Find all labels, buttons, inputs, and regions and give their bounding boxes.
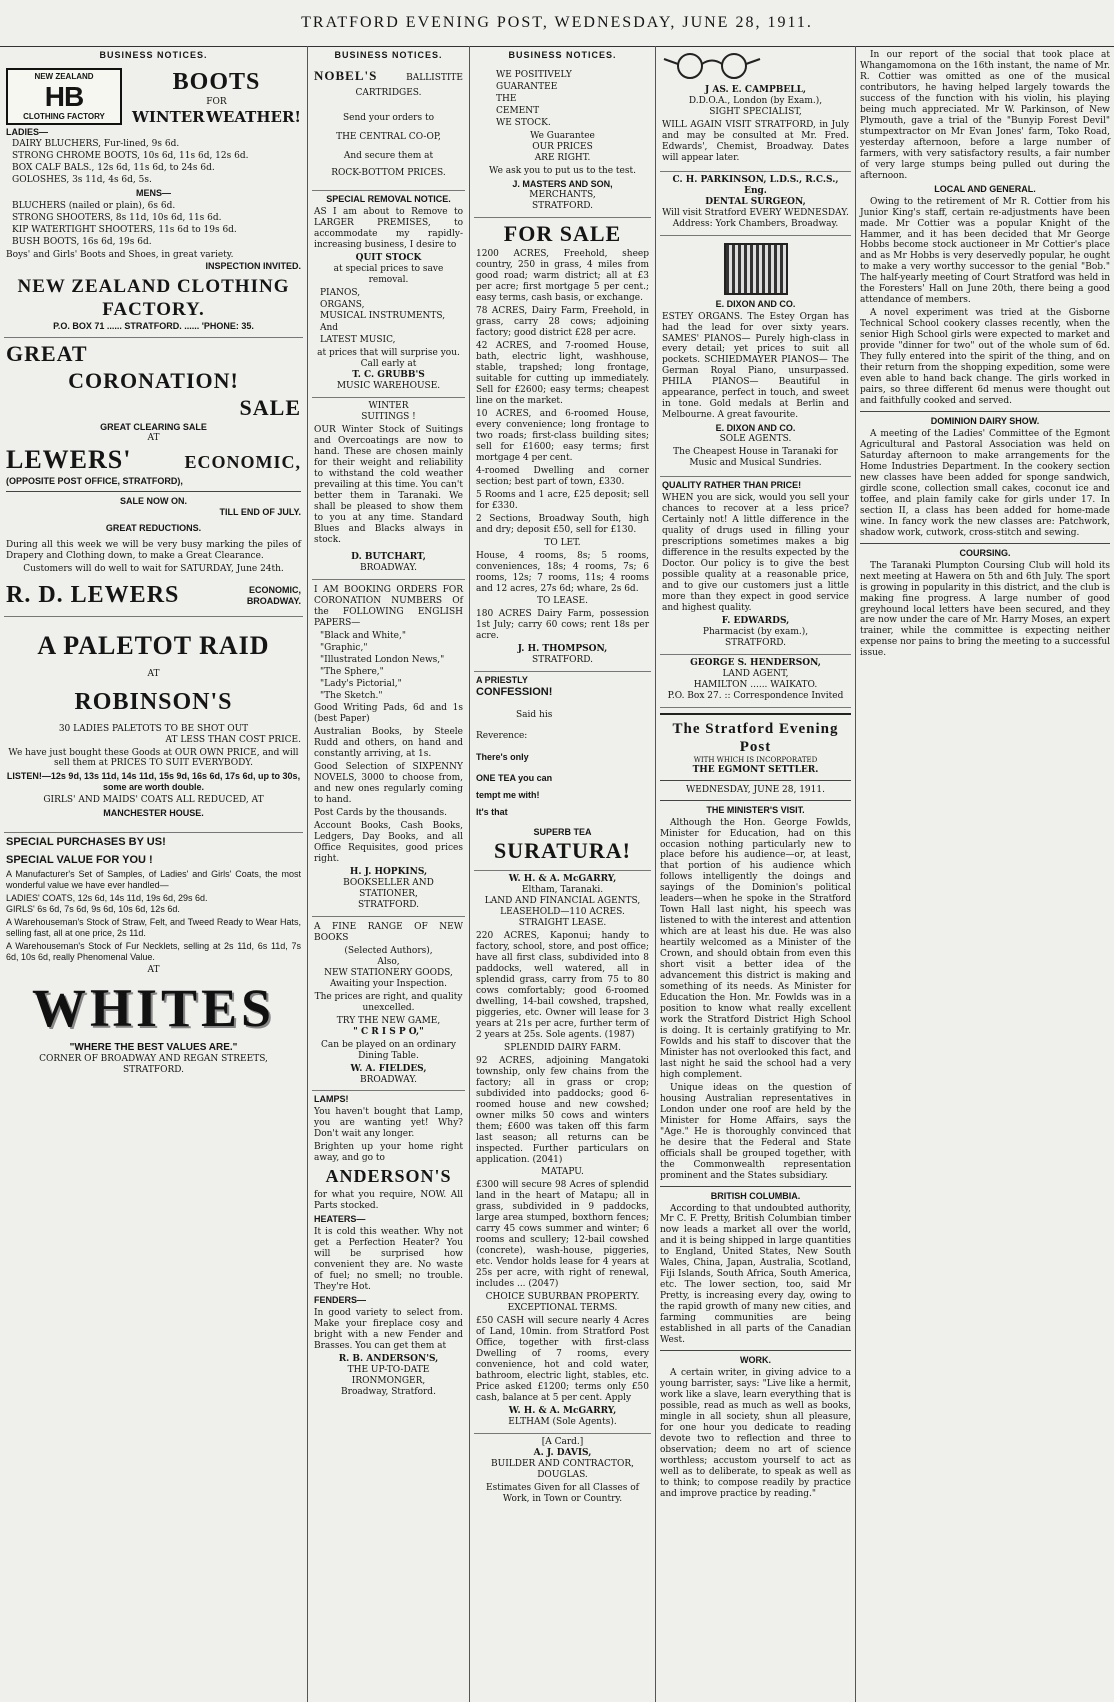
- parkinson-ad: C. H. PARKINSON, L.D.S., R.C.S., Eng. DENTAL SURGEON, Will visit Stratford EVERY WEDNESDAY. Address: York Chambers, Broadway.: [660, 172, 851, 236]
- whites-ad: SPECIAL PURCHASES BY US! SPECIAL VALUE FOR YOU ! A Manufacturer's Set of Samples, of Ladies' and Girls' Coats, the most wonderful value we have ever handled— LADIES' COATS, 12s 6d, 14s 11d, 19s 6d, 29s 6d. GIRLS' 6s 6d, 7s 6d, 9s 6d, 10s 6d, 12s 6d. A Warehouseman's Stock of Straw, Felt, and Tweed Ready to Wear Hats, selling fast, all at one price, 2s 11d. A Warehouseman's Stock of Fur Necklets, selling at 2s 11d, 6s 11d, 7s 6d, 10s 6d, really Phenomenal Value. AT WHITES "WHERE THE BEST VALUES ARE." CORNER OF BROADWAY AND REGAN STREETS, STRATFORD.: [6, 836, 301, 1075]
- listing: 42 ACRES, and 7-roomed House, bath, electric light, washhouse, stable, trapshed; long frontage, suitable for cutting up immediately. Sell for £2600; easy terms; cheapest line on the market.: [476, 341, 649, 407]
- article-heading: DOMINION DAIRY SHOW.: [930, 416, 1040, 426]
- grubb-ad: SPECIAL REMOVAL NOTICE. AS I am about to Remove to LARGER PREMISES, to accommodate my rapidly-increasing business, I desire to QUIT STOCK at special prices to save removal. PIANOS, ORGANS, MUSICAL INSTRUMENTS, And LATEST MUSIC, at prices that will surprise you. Call early at T. C. GRUBB'S MUSIC WAREHOUSE.: [312, 191, 465, 398]
- fields-ad: A FINE RANGE OF NEW BOOKS (Selected Authors), Also, NEW STATIONERY GOODS, Awaiting your Inspection. The prices are right, and quality unexcelled. TRY THE NEW GAME, " C R I S P O," Can be played on an ordinary Dining Table. W. A. FIELDES, BROADWAY.: [312, 917, 465, 1092]
- news-paragraph: Owing to the retirement of Mr R. Cottier from his Junior King's staff, certain re-adjustments have been made. Mr Cottier was a popular Knight of the Hammer, and it has been decided that Mr George Hobbs become stock auctioneer in Mr Cottier's place and as Mr Hobbs is very deservedly popular, he ought to make a very worthy successor to the genial "Bob." The half-yearly meeting of Court Stratford was held in the Foresters' Hall on June 20th, there being a good attendance of members.: [860, 196, 1110, 306]
- spectacles-icon: [662, 51, 762, 81]
- listing: 1200 ACRES, Freehold, sheep country, 250 in grass, 4 miles from good road; warm district; all at £3 per acre; first mortgage 5 per cent.; easy terms, cash basis, or exchange.: [476, 249, 649, 304]
- news-paragraph: A novel experiment was tried at the Gisborne Technical School cookery classes recently, when the senior High School girls were expected to market and provide "dinner for two" out of the whole sum of 6d. They fully entered into the spirit of the thing, and on their return from the shopping expedition, some were even able to hand back change. The girls worked in pairs, so three different 6d menus were thought out and faithfully cooked and served.: [860, 308, 1110, 407]
- rd-lewers: R. D. LEWERS: [6, 582, 180, 609]
- listing: 4-roomed Dwelling and corner section; best part of town, £330.: [476, 465, 649, 487]
- anderson-ad: LAMPS! You haven't bought that Lamp, you are wanting yet! Why? Don't wait any longer. Brighten up your home right away, and go to ANDERSON'S for what you require, NOW. All Parts stocked. HEATERS— It is cold this weather. Why not get a Perfection Heater? You will be surprised how convenient they are. No waste of fuel; no smell; no trouble. They're Hot. FENDERS— In good variety to select from. Make your fireplace cosy and bright with a new Fender and Brasses. You can get them at R. B. ANDERSON'S, THE UP-TO-DATE IRONMONGER, Broadway, Stratford.: [314, 1094, 463, 1397]
- mens-item: KIP WATERTIGHT SHOOTERS, 11s 6d to 19s 6d.: [12, 225, 237, 236]
- column-4: J AS. E. CAMPBELL, D.D.O.A., London (by Exam.), SIGHT SPECIALIST, WILL AGAIN VISIT STRATFORD, in July and may be consulted at Mr. Fred. Edwards', Chemist, Broadway. Dates will appear later. C. H. PARKINSON, L.D.S., R.C.S., Eng. DENTAL SURGEON, Will visit Stratford EVERY WEDNESDAY. Address: York Chambers, Broadway. E. DIXON AND CO. ESTEY ORGANS. The Estey Organ has had the lead for over sixty years. SAMES' PIANOS— Purely high-class in every detail; yet prices to suit all pockets. SCHIEDMAYER PIANOS— The German Royal Piano, unsurpassed. PHILA PIANOS— Beautiful in appearance, perfect in touch, and sweet in tone. Gold medals at Berlin and Melbourne. A great favourite. E. DIXON AND CO. SOLE AGENTS. The Cheapest House in Taranaki for Music and Musical Sundries. QUALITY RATHER THAN PRICE! WHEN you are sick, would you sell your chances to recover at a less price? Certainly not! A little difference in the quality of drugs used in filling your prescriptions sometimes makes a big difference in the results expected by the Doctor. Our policy is to give the best possible quality at a reasonable price, and to give our customers just a little more than they expect in good service and highest quality. F. EDWARDS, Pharmacist (by exam.), STRATFORD. GEORGE S. HENDERSON, LAND AGENT, HAMILTON ...... WAIKATO. P.O. Box 27. :: Correspondence Invited The Stratford Evening Post WITH WHICH IS INCORPORATED THE EGMONT SETTLER. WEDNESDAY, JUNE 28, 1911. THE MINISTER'S VISIT. Although the Hon. George Fowlds, Minister for Education, had on this occasion nothing particularly new to place before his audience—or, at least, that portion of his audience which follows intelligently the doings and sayings of the Dominion's political leaders—when he spoke in the Stratford Town Hall last night, his speech was listened to with the interest and attention which are at least his due. He was also heartily welcomed as a Minister of the Crown, and should obtain from even this short visit a better idea of the advancement this district is making and something of its needs. As Minister for Education the Hon. Mr. Fowlds was in a position to know what really excellent work the Stratford District High School is doing. It is certainly gratifying to Mr. Fowlds and his staff to discover that the Minister has not overlooked this fact, and last night he said the school had a very high complement. Unique ideas on the question of housing Australian representatives in London under one roof are held by the Minister for Home Affairs, says the "Age." He is thoroughly convinced that he desire that the Federal and State officials shall be grouped together, with the Commonwealth representation prominent and the States subsidiary. BRITISH COLUMBIA. According to that undoubted authority, Mr C. F. Pretty, British Columbian timber now leads a market all over the world, and it is being shipped in large quantities to England, United States, New South Wales, China, Japan, Australia, Scotland, Fiji Islands, South Africa, South America, etc. The lower section, too, said Mr Pretty, is increasing every day, owing to the rapid growth of many new cities, and farming communities are being established in all parts of the Canadian West. WORK. A certain writer, in giving advice to a young barrister, says: "Live like a hermit, work like a slave, learn everything that is possible, read as much as well as books, mingle in all society, shun all pleasure, for one hour you dedicate to reading devote two to reflection and three to observation; deem no art of science worthless; accustom yourself to act as well as to deliberate, to speak as well as to think; to compose readily by practice and improve practice by reading.": [656, 46, 856, 1702]
- robinson-name: ROBINSON'S: [74, 689, 233, 716]
- hb-logo: NEW ZEALAND HB CLOTHING FACTORY: [6, 68, 122, 126]
- anderson-name: ANDERSON'S: [325, 1166, 452, 1187]
- ladies-item: GOLOSHES, 3s 11d, 4s 6d, 5s.: [12, 175, 152, 186]
- mens-item: BLUCHERS (nailed or plain), 6s 6d.: [12, 201, 176, 212]
- ladies-item: DAIRY BLUCHERS, Fur-lined, 9s 6d.: [12, 139, 180, 150]
- masters-ad: WE POSITIVELY GUARANTEE THE CEMENT WE STOCK. We Guarantee OUR PRICES ARE RIGHT. We ask you to put us to the test. J. MASTERS AND SON, MERCHANTS, STRATFORD.: [474, 65, 651, 218]
- nz-clothing-ad: NEW ZEALAND HB CLOTHING FACTORY BOOTS FOR WINTER WEATHER! LADIES— DAIRY BLUCHERS, Fur-lined, 9s 6d. STRONG CHROME BOOTS, 10s 6d, 11s 6d, 12s 6d. BOX CALF BALS., 12s 6d, 11s 6d, to 24s 6d. GOLOSHES, 3s 11d, 4s 6d, 5s. MENS— BLUCHERS (nailed or plain), 6s 6d. STRONG SHOOTERS, 8s 11d, 10s 6d, 11s 6d. KIP WATERTIGHT SHOOTERS, 11s 6d to 19s 6d. BUSH BOOTS, 16s 6d, 19s 6d. Boys' and Girls' Boots and Shoes, in great variety. INSPECTION INVITED. NEW ZEALAND CLOTHING FACTORY. P.O. BOX 71 ...... STRATFORD. ...... 'PHONE: 35.: [4, 65, 303, 338]
- listing: 78 ACRES, Dairy Farm, Freehold, in grass, carry 28 cows; adjoining factory; good district £28 per acre.: [476, 306, 649, 339]
- hopkins-ad: I AM BOOKING ORDERS FOR CORONATION NUMBERS Of the FOLLOWING ENGLISH PAPERS— "Black and White," "Graphic," "Illustrated London News," "The Sphere," "Lady's Pictorial," "The Sketch." Good Writing Pads, 6d and 1s (best Paper) Australian Books, by Steele Rudd and others, on hand and constantly arriving, at 1s. Good Selection of SIXPENNY NOVELS, 3000 to choose from, and new ones regularly coming to hand. Post Cards by the thousands. Account Books, Cash Books, Ledgers, Day Books, and all Office Requisites, good prices right. H. J. HOPKINS, BOOKSELLER AND STATIONER, STRATFORD.: [312, 580, 465, 917]
- butchart-ad: WINTER SUITINGS ! OUR Winter Stock of Suitings and Overcoatings are now to hand. These are chosen mainly for their weight and reliability to withstand the cold weather prevailing at this time. You can't better them in Taranaki. We shall be pleased to show them to you at any time. Standard Blues and Blacks always in stock. D. BUTCHART, BROADWAY.: [312, 398, 465, 580]
- boots-heading: BOOTS: [172, 68, 261, 95]
- page-header: [0, 0, 1114, 47]
- lewers-name: LEWERS': [6, 444, 132, 474]
- nobel-ad: NOBEL'S BALLISTITE CARTRIDGES. Send your orders to THE CENTRAL CO-OP, And secure them at ROCK-BOTTOM PRICES.: [312, 65, 465, 191]
- ladies-item: STRONG CHROME BOOTS, 10s 6d, 11s 6d, 12s 6d.: [12, 151, 249, 162]
- listing: 10 ACRES, and 6-roomed House, every convenience; long frontage to two roads; first-class building sites; sell for £1600; easy terms; first mortgage 4 per cent.: [476, 408, 649, 463]
- article-heading: BRITISH COLUMBIA.: [710, 1190, 801, 1201]
- mens-item: BUSH BOOTS, 16s 6d, 19s 6d.: [12, 237, 152, 248]
- edwards-ad: QUALITY RATHER THAN PRICE! WHEN you are sick, would you sell your chances to recover at a less price? Certainly not! A little difference in the quality of drugs used in filling your prescriptions sometimes makes a big difference in the results expected by the Doctor. Our policy is to give the best possible quality at a reasonable price, and to give our customers just a little more than they expect in good service and highest quality. F. EDWARDS, Pharmacist (by exam.), STRATFORD.: [660, 477, 851, 655]
- page-title: TRATFORD EVENING POST, WEDNESDAY, JUNE 28, 1911.: [301, 14, 813, 31]
- news-paragraph: In our report of the social that took place at Whangamomona on the 16th instant, the name of Mr. R. Cottier was omitted as one of the musical contributors, he having helped largely towards the success of the function with his violin, his playing being much appreciated. Mr W. Parkinson, of New Plymouth, gave a trial of the "Bunyip Forest Devil" stumpextractor on Mr Evan Jones' farm, Toko Road, yesterday afternoon, before a large number of farmers, with very satisfactory results, a fair number of very large stumps being pulled out during the afternoon.: [860, 50, 1110, 181]
- column-5: [856, 46, 1114, 1702]
- column-1: [0, 46, 308, 1702]
- mcgarry-ad: W. H. & A. McGARRY, Eltham, Taranaki. LAND AND FINANCIAL AGENTS, LEASEHOLD—110 ACRES. STRAIGHT LEASE. 220 ACRES, Kaponui; handy to factory, school, store, and post office; have all first class, subdivided into 8 paddocks, well watered, all in splendid grass, carry from 75 to 80 cows comfortably; good 6-roomed dwelling, 14-bail cowshed, trapshed, piggeries, etc. Owner will lease for 3 years at 21s per acre, further term of 2 years at 25s. Sole agents. (1987) SPLENDID DAIRY FARM. 92 ACRES, adjoining Mangatoki township, only few chains from the factory; all in grass or crop; subdivided into paddocks; good 6-roomed house and new cowshed; owner milks 50 cows and winters them; £600 was taken off this farm last season; all returns can be inspected. Further particulars on application. (2041) MATAPU. £300 will secure 98 Acres of splendid land in the heart of Matapu; all in grass, subdivided in 9 paddocks, large area stumped, boxthorn fences; carry 45 cows summer and winter; 6 rooms and scullery; 12-bail cowshed (concrete), wash-house, piggeries, etc. Vendor holds lease for 4 years at 25s per acre, with right of renewal, includes ... (2047) CHOICE SUBURBAN PROPERTY. EXCEPTIONAL TERMS. £50 CASH will secure nearly 4 Acres of Land, 10min. from Stratford Post Office, together with first-class Dwelling of 7 rooms, every convenience, hot and cold water, bathroom, electric light, stables, etc. Price asked £1200; terms only £50 cash, balance at 5 per cent. Apply W. H. & A. McGARRY, ELTHAM (Sole Agents).: [474, 871, 651, 1433]
- paper-masthead: The Stratford Evening Post: [672, 720, 839, 755]
- suratura-ad: A PRIESTLY CONFESSION! Said his Reverence: There's only ONE TEA you can tempt me with! It's that SUPERB TEA SURATURA!: [474, 672, 651, 871]
- lewers-ad: GREAT CORONATION! SALE GREAT CLEARING SALE AT LEWERS' ECONOMIC, (OPPOSITE POST OFFICE, STRATFORD), SALE NOW ON. TILL END OF JULY. GREAT REDUCTIONS. During all this week we will be very busy marking the piles of Drapery and Clothing down, to make a Great Clearance. Customers will do well to wait for SATURDAY, June 24th. R. D. LEWERS ECONOMIC, BROADWAY.: [4, 338, 303, 616]
- column-3: [470, 46, 656, 1702]
- dixon-ad: E. DIXON AND CO. ESTEY ORGANS. The Estey Organ has had the lead for over sixty years. SAMES' PIANOS— Purely high-class in every detail; yet prices to suit all pockets. SCHIEDMAYER PIANOS— The German Royal Piano, unsurpassed. PHILA PIANOS— Beautiful in appearance, perfect in touch, and sweet in tone. Gold medals at Berlin and Melbourne. A great favourite. E. DIXON AND CO. SOLE AGENTS. The Cheapest House in Taranaki for Music and Musical Sundries.: [660, 236, 851, 478]
- robinson-ad: A PALETOT RAID AT ROBINSON'S 30 LADIES PALETOTS TO BE SHOT OUT AT LESS THAN COST PRICE. We have just bought these Goods at OUR OWN PRICE, and will sell them at PRICES TO SUIT EVERYBODY. LISTEN!—12s 9d, 13s 11d, 14s 11d, 15s 9d, 16s 6d, 17s 6d, up to 30s, some are worth double. GIRLS' AND MAIDS' COATS ALL REDUCED, AT MANCHESTER HOUSE.: [4, 617, 303, 834]
- paper-date: WEDNESDAY, JUNE 28, 1911.: [686, 784, 825, 795]
- section-heading: BUSINESS NOTICES.: [508, 50, 617, 60]
- article-heading: COURSING.: [959, 547, 1011, 558]
- listing: 2 Sections, Broadway South, high and dry; deposit £50, sell for £130.: [476, 513, 649, 535]
- column-2: [308, 46, 470, 1702]
- organ-illustration: [724, 243, 788, 295]
- davis-ad: [A Card.] A. J. DAVIS, BUILDER AND CONTRACTOR, DOUGLAS. Estimates Given for all Classes of Work, in Town or Country.: [486, 1436, 639, 1504]
- section-heading: BUSINESS NOTICES.: [334, 50, 443, 60]
- for-sale-ad: FOR SALE 1200 ACRES, Freehold, sheep country, 250 in grass, 4 miles from good road; warm district; all at £3 per acre; first mortgage 5 per cent.; easy terms, cash basis, or exchange. 78 ACRES, Dairy Farm, Freehold, in grass, carry 28 cows; adjoining factory; good district £28 per acre. 42 ACRES, and 7-roomed House, bath, electric light, washhouse, stable, trapshed; long frontage, suitable for cutting up immediately. Sell for £2600; easy terms; cheapest line on the market. 10 ACRES, and 6-roomed House, every convenience; long frontage to two roads; first-class building sites; sell for £1600; easy terms; first mortgage 4 per cent. 4-roomed Dwelling and corner section; best part of town, £330. 5 Rooms and 1 acre, £25 deposit; sell for £330. 2 Sections, Broadway South, high and dry; deposit £50, sell for £130. TO LET. House, 4 rooms, 8s; 5 rooms, conveniences, 18s; 4 rooms, 7s; 6 rooms, 12s; 7 rooms, 11s; 4 rooms and 12 acres, 27s 6d; whare, 2s 6d. TO LEASE. 180 ACRES Dairy Farm, possession 1st July; carry 60 cows; rent 18s per acre. J. H. THOMPSON, STRATFORD.: [474, 218, 651, 673]
- section-heading: BUSINESS NOTICES.: [99, 50, 208, 60]
- news-paragraph: The Taranaki Plumpton Coursing Club will hold its next meeting at Hawera on 5th and 6th July. The sport is growing in popularity in this district, and the club is making fine progress. A large number of good greyhound local letters have been secured, and they are now under the care of Mr. Harry Moses, an expert trainer, while the committee is expecting neither expense nor pains to bring the meeting to a successful issue.: [860, 560, 1110, 659]
- henderson-ad: GEORGE S. HENDERSON, LAND AGENT, HAMILTON ...... WAIKATO. P.O. Box 27. :: Correspondence Invited: [660, 655, 851, 708]
- article-heading: THE MINISTER'S VISIT.: [706, 804, 805, 815]
- ladies-item: BOX CALF BALS., 12s 6d, 11s 6d, to 24s 6d.: [12, 163, 215, 174]
- local-general-heading: LOCAL AND GENERAL.: [934, 183, 1036, 194]
- article-heading: WORK.: [740, 1355, 771, 1366]
- listing: 5 Rooms and 1 acre, £25 deposit; sell for £330.: [476, 489, 649, 511]
- news-paragraph: A meeting of the Ladies' Committee of the Egmont Agricultural and Pastoral Association was held on Saturday afternoon to make arrangements for the Home Industries Department. In the cookery section new classes have been added for sponge sandwich, girdle scone, collection small cakes, coconut ice and toffee, and plain family cake for girls under 17. In section II, a class has been added for home-made wine. In fancy work the new classes are: Patchwork, shadow work, cutwork, cross-stitch and sewing.: [860, 428, 1110, 538]
- suratura-name: SURATURA!: [494, 838, 631, 864]
- whites-logo: WHITES: [31, 977, 276, 1038]
- campbell-ad: J AS. E. CAMPBELL, D.D.O.A., London (by Exam.), SIGHT SPECIALIST, WILL AGAIN VISIT STRATFORD, in July and may be consulted at Mr. Fred. Edwards', Chemist, Broadway. Dates will appear later.: [660, 48, 851, 172]
- company-name: NEW ZEALAND CLOTHING FACTORY.: [17, 276, 290, 321]
- mens-item: STRONG SHOOTERS, 8s 11d, 10s 6d, 11s 6d.: [12, 213, 222, 224]
